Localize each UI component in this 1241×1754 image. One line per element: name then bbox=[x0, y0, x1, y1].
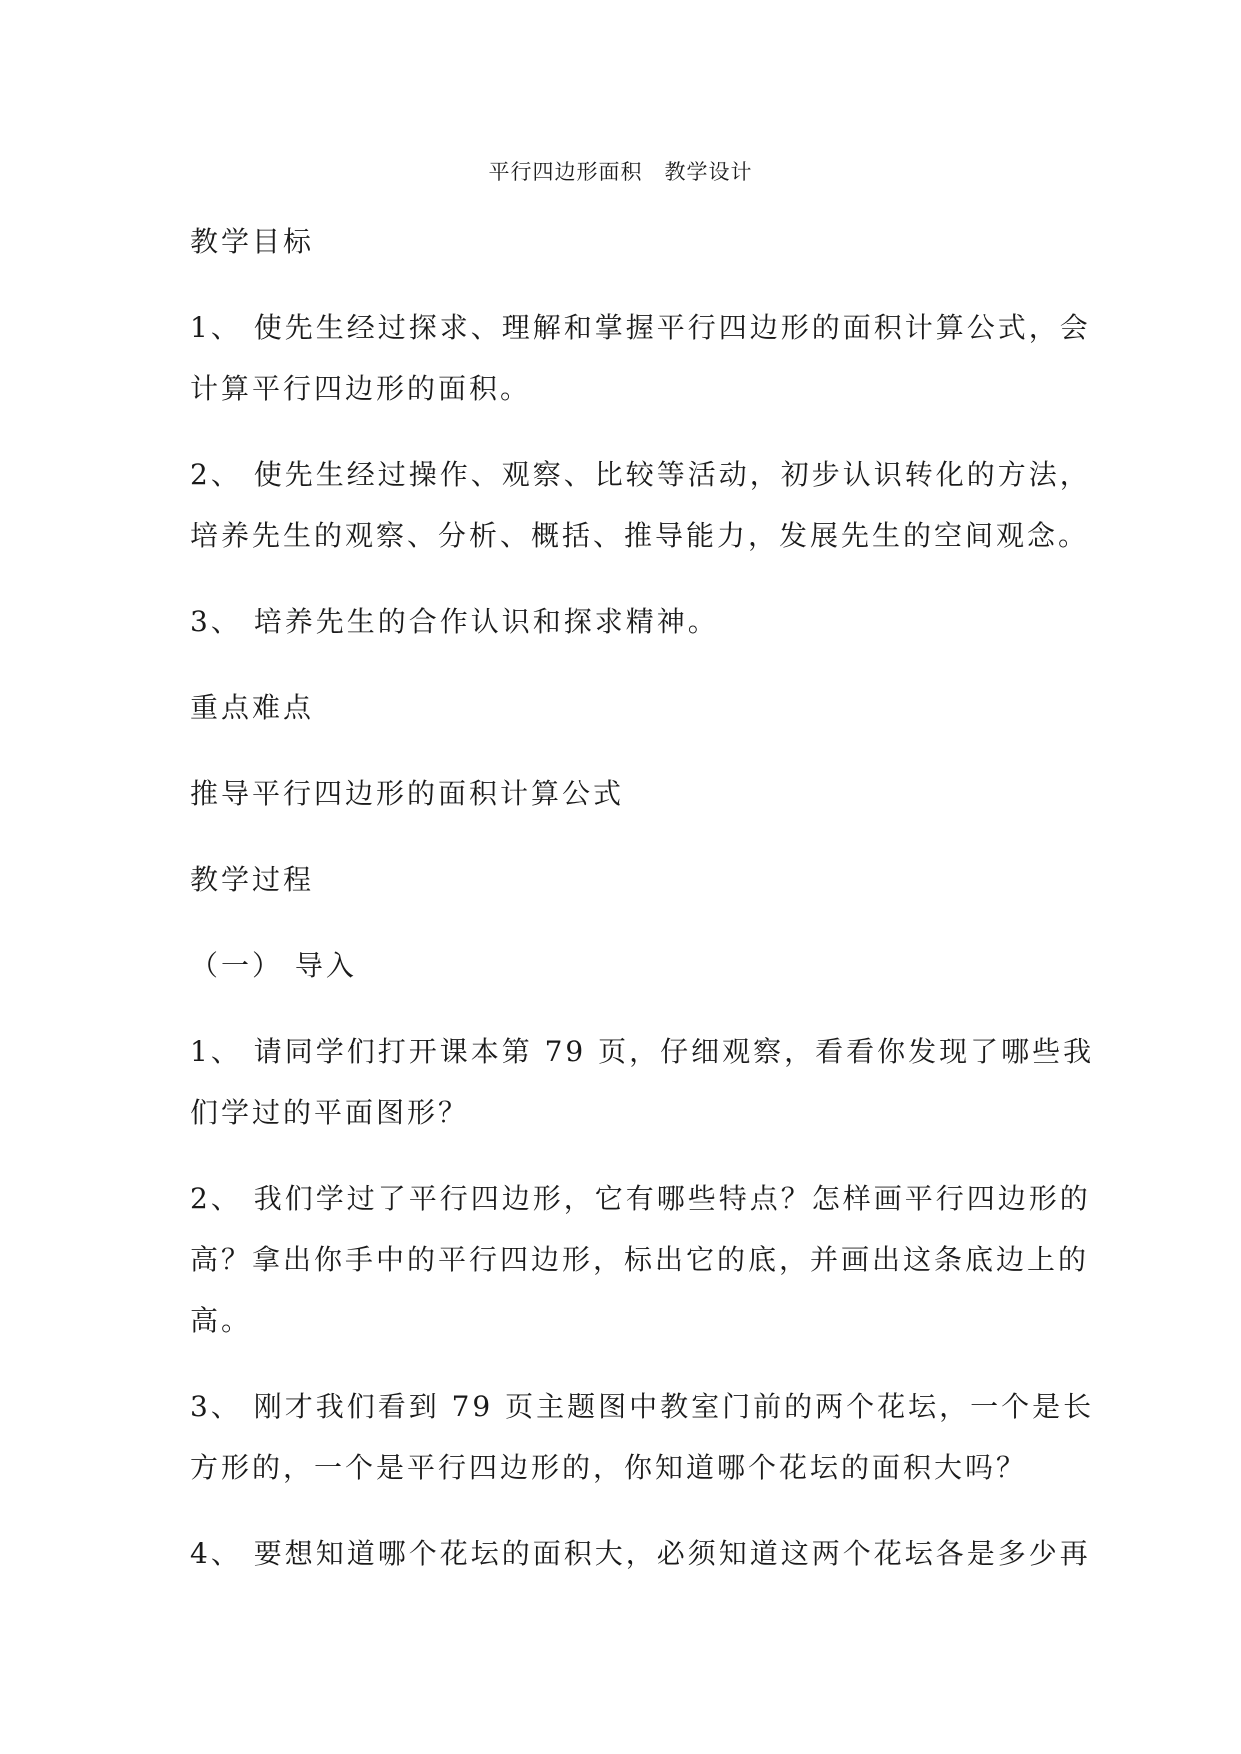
paragraph-line: 计算平行四边形的面积。 bbox=[190, 372, 532, 405]
paragraph-line: 1、 请同学们打开课本第 79 页，仔细观察，看看你发现了哪些我 bbox=[190, 1035, 1095, 1068]
section-heading-objectives: 教学目标 bbox=[190, 225, 315, 258]
paragraph-line: 1、 使先生经过探求、理解和掌握平行四边形的面积计算公式，会 bbox=[190, 311, 1091, 344]
paragraph-line: 4、 要想知道哪个花坛的面积大，必须知道这两个花坛各是多少再 bbox=[190, 1537, 1091, 1570]
section-heading-process: 教学过程 bbox=[190, 863, 315, 896]
paragraph-line: 高？拿出你手中的平行四边形，标出它的底，并画出这条底边上的 bbox=[190, 1243, 1090, 1276]
paragraph-line: 们学过的平面图形？ bbox=[190, 1096, 470, 1129]
paragraph-line: 3、 培养先生的合作认识和探求精神。 bbox=[190, 605, 719, 638]
subsection-heading-intro: （一） 导入 bbox=[190, 949, 357, 982]
paragraph-line: 2、 使先生经过操作、观察、比较等活动，初步认识转化的方法， bbox=[190, 458, 1091, 491]
paragraph-line: 2、 我们学过了平行四边形，它有哪些特点？怎样画平行四边形的 bbox=[190, 1182, 1091, 1215]
paragraph-line: 培养先生的观察、分析、概括、推导能力，发展先生的空间观念。 bbox=[190, 519, 1090, 552]
paragraph-line: 方形的，一个是平行四边形的，你知道哪个花坛的面积大吗？ bbox=[190, 1451, 1028, 1484]
paragraph-line: 3、 刚才我们看到 79 页主题图中教室门前的两个花坛，一个是长 bbox=[190, 1390, 1095, 1423]
paragraph-line: 推导平行四边形的面积计算公式 bbox=[190, 777, 625, 810]
document-title: 平行四边形面积 教学设计 bbox=[488, 160, 753, 184]
paragraph-line: 高。 bbox=[190, 1304, 253, 1337]
section-heading-key-points: 重点难点 bbox=[190, 691, 315, 724]
